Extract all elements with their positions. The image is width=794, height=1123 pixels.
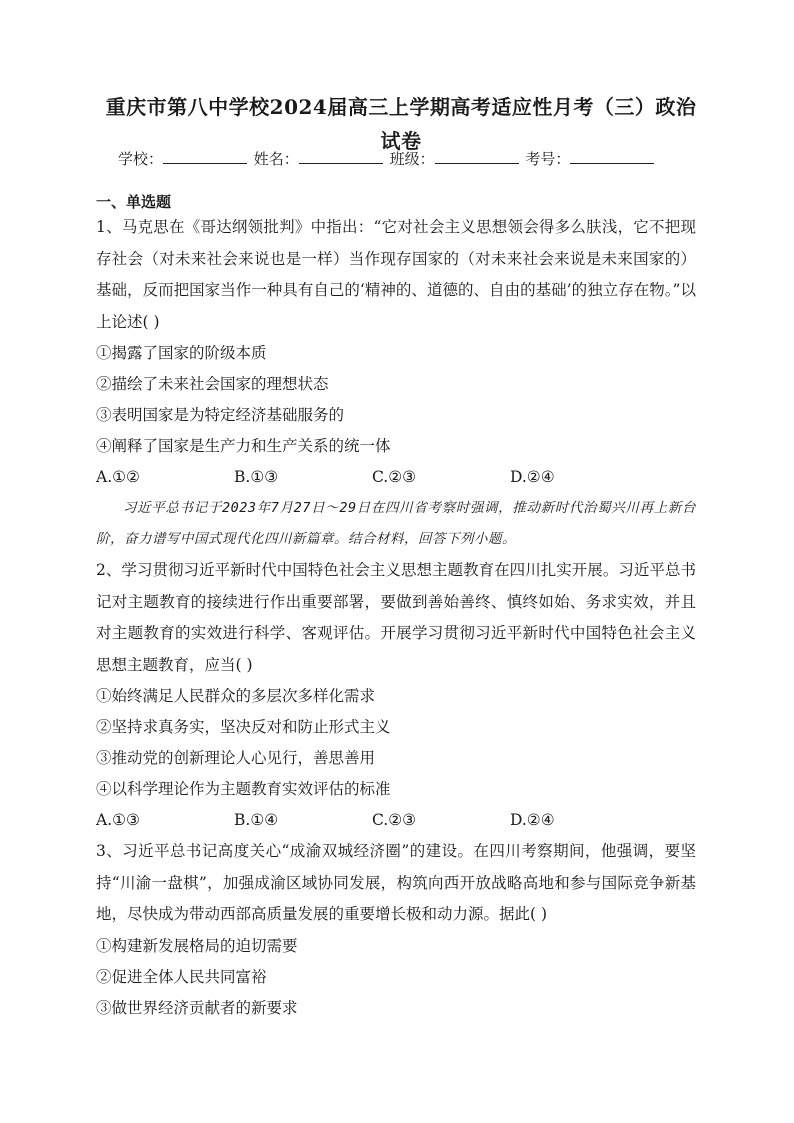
choice-a[interactable]: A.①③ [96,811,140,829]
choice-c[interactable]: C.②③ [372,468,417,486]
choice-c[interactable]: C.②③ [372,811,417,829]
question-2-option: ②坚持求真务实，坚决反对和防止形式主义 [96,718,391,736]
question-2-option: ①始终满足人民群众的多层次多样化需求 [96,687,376,705]
class-blank[interactable] [435,149,519,164]
school-blank[interactable] [163,149,247,164]
name-blank[interactable] [299,149,383,164]
question-1-option: ③表明国家是为特定经济基础服务的 [96,406,345,424]
choice-a[interactable]: A.①② [96,468,140,486]
question-2-option: ④以科学理论作为主题教育实效评估的标准 [96,780,391,798]
question-1-stem: 1、马克思在《哥达纲领批判》中指出：“它对社会主义思想领会得多么肤浅，它不把现存社会（对未来社会来说也是一样）当作现存国家的（对未来社会来说是未来国家的）基础，反而把国家当作一种具有自己的‘精神的、道德的、自由的基础’的独立存在物。”以上论述( ) [96,218,696,331]
exam-number-label: 考号： [525,150,571,168]
choice-d[interactable]: D.②④ [510,811,555,829]
questions [96,212,696,1024]
choice-b[interactable]: B.①④ [234,811,279,829]
question-2-stem: 2、学习贯彻习近平新时代中国特色社会主义思想主题教育在四川扎实开展。习近平总书记对主题教育的接续进行作出重要部署，要做到善始善终、慎终如始、务求实效，并且对主题教育的实效进行科学、客观评估。开展学习贯彻习近平新时代中国特色社会主义思想主题教育，应当( ) [96,561,696,674]
name-label: 姓名： [253,150,299,168]
question-3-option: ③做世界经济贡献者的新要求 [96,998,298,1017]
exam-number-blank[interactable] [570,149,654,164]
section-heading: 一、单选题 [96,193,172,211]
question-2-option: ③推动党的创新理论人心见行，善思善用 [96,749,376,767]
choice-b[interactable]: B.①③ [234,468,279,486]
class-label: 班级： [389,150,435,168]
question-3-stem: 3、习近平总书记高度关心“成渝双城经济圈”的建设。在四川考察期间，他强调，要坚持“川渝一盘棋”，加强成渝区域协同发展，构筑向西开放战略高地和参与国际竞争新基地，尽快成为带动西部高质量发展的重要增长极和动力源。据此( ) [96,842,696,923]
reading-material: 习近平总书记于2023年7月27日～29日在四川省考察时强调，推动新时代治蜀兴川再上新台阶，奋力谱写中国式现代化四川新篇章。结合材料，回答下列小题。 [96,500,696,547]
student-info-line [118,148,656,169]
question-1-option: ④阐释了国家是生产力和生产关系的统一体 [96,437,391,455]
school-label: 学校： [118,150,164,168]
choice-d[interactable]: D.②④ [510,468,555,486]
exam-title: 重庆市第八中学校2024届高三上学期高考适应性月考（三）政治试卷 [105,95,697,153]
question-1-option: ②描绘了未来社会国家的理想状态 [96,375,329,393]
question-2-choices [96,805,696,836]
question-3-option: ①构建新发展格局的迫切需要 [96,936,298,955]
question-1-option: ①揭露了国家的阶级本质 [96,344,267,362]
question-3-option: ②促进全体人民共同富裕 [96,967,267,986]
question-1-choices [96,462,696,493]
